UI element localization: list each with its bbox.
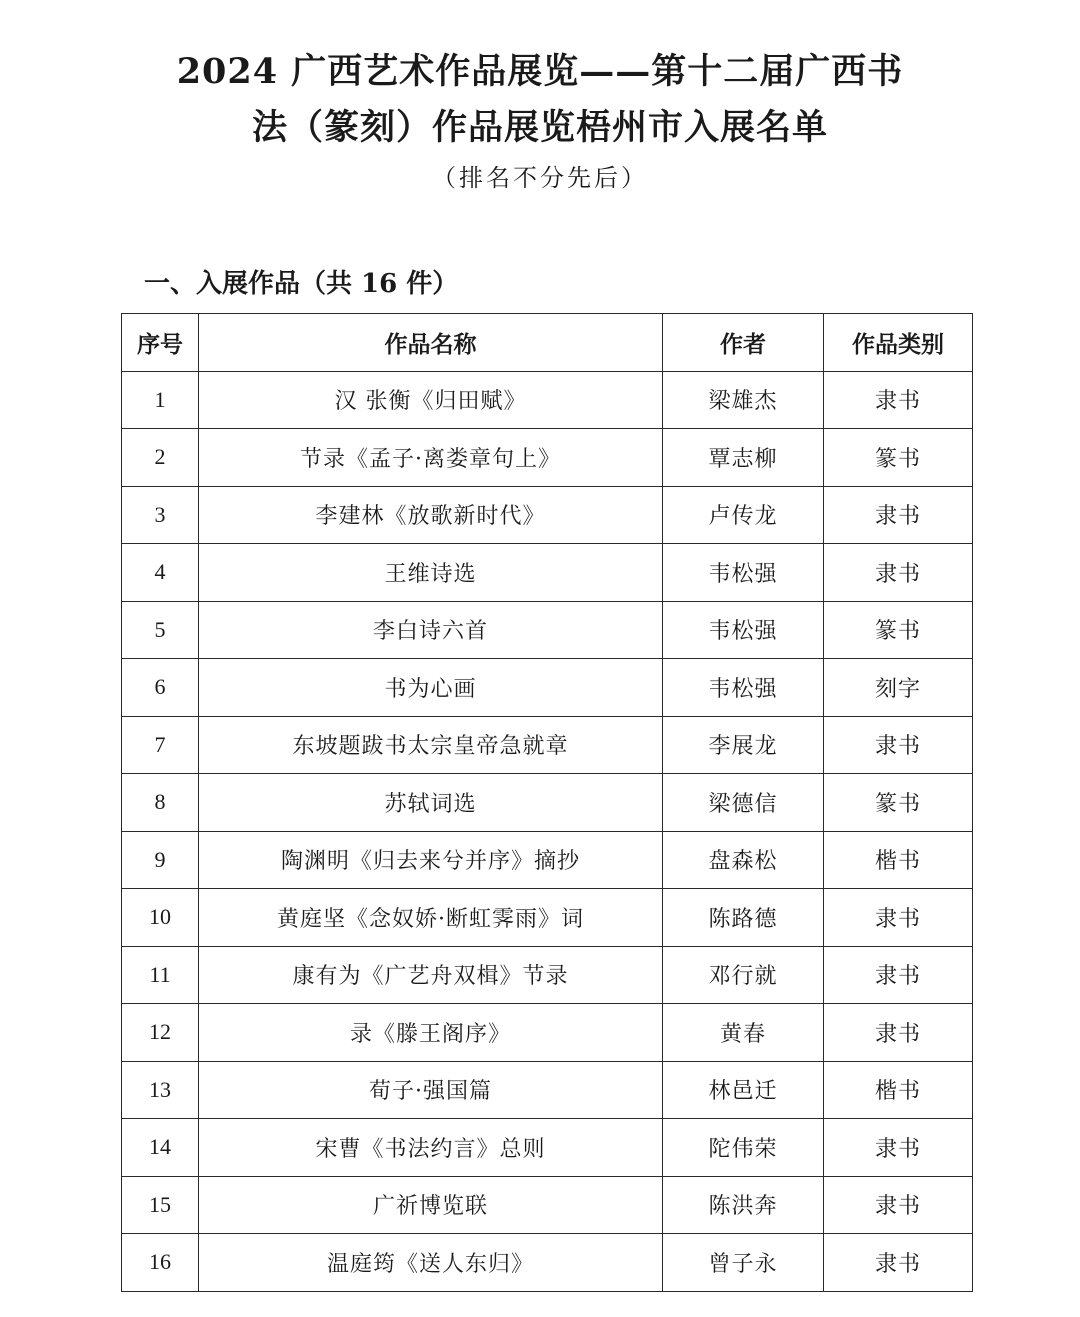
- cell-work: 汉 张衡《归田赋》: [199, 371, 663, 429]
- table-row: [122, 1176, 973, 1234]
- cell-work: 荀子·强国篇: [199, 1061, 663, 1119]
- table-row: [122, 1119, 973, 1177]
- cell-index: 11: [122, 946, 199, 1004]
- cell-work: 广祈博览联: [199, 1176, 663, 1234]
- cell-author: 李展龙: [663, 716, 824, 774]
- table-row: [122, 371, 973, 429]
- cell-index: 5: [122, 601, 199, 659]
- cell-work: 黄庭坚《念奴娇·断虹霁雨》词: [199, 889, 663, 947]
- table-row: [122, 946, 973, 1004]
- document-title-line-2: 法（篆刻）作品展览梧州市入展名单: [251, 107, 828, 148]
- cell-index: 3: [122, 486, 199, 544]
- cell-author: 陀伟荣: [663, 1119, 824, 1177]
- table-row: [122, 1004, 973, 1062]
- cell-author: 覃志柳: [663, 429, 824, 487]
- cell-author: 盘森松: [663, 831, 824, 889]
- table-row: [122, 774, 973, 832]
- table-row: [122, 544, 973, 602]
- cell-index: 14: [122, 1119, 199, 1177]
- cell-category: 隶书: [824, 1004, 973, 1062]
- header-index: 序号: [122, 314, 199, 372]
- cell-author: 梁德信: [663, 774, 824, 832]
- cell-index: 9: [122, 831, 199, 889]
- cell-category: 隶书: [824, 1234, 973, 1292]
- document-title-line-1: 2024 广西艺术作品展览——第十二届广西书: [176, 51, 904, 92]
- cell-index: 13: [122, 1061, 199, 1119]
- cell-work: 苏轼词选: [199, 774, 663, 832]
- cell-category: 隶书: [824, 889, 973, 947]
- table-row: [122, 1061, 973, 1119]
- cell-index: 10: [122, 889, 199, 947]
- cell-author: 林邑迁: [663, 1061, 824, 1119]
- header-category: 作品类别: [824, 314, 973, 372]
- table-row: [122, 429, 973, 487]
- table-header-row: [122, 314, 973, 372]
- works-table: [121, 313, 973, 1292]
- cell-author: 陈洪奔: [663, 1176, 824, 1234]
- section-heading: 一、入展作品（共 16 件）: [144, 269, 459, 299]
- cell-author: 曾子永: [663, 1234, 824, 1292]
- cell-author: 邓行就: [663, 946, 824, 1004]
- cell-author: 韦松强: [663, 659, 824, 717]
- cell-author: 梁雄杰: [663, 371, 824, 429]
- cell-work: 宋曹《书法约言》总则: [199, 1119, 663, 1177]
- cell-work: 录《滕王阁序》: [199, 1004, 663, 1062]
- cell-category: 隶书: [824, 486, 973, 544]
- cell-work: 王维诗选: [199, 544, 663, 602]
- table-row: [122, 831, 973, 889]
- cell-index: 4: [122, 544, 199, 602]
- table-row: [122, 601, 973, 659]
- cell-work: 书为心画: [199, 659, 663, 717]
- header-author: 作者: [663, 314, 824, 372]
- cell-index: 6: [122, 659, 199, 717]
- cell-index: 7: [122, 716, 199, 774]
- cell-category: 刻字: [824, 659, 973, 717]
- cell-index: 16: [122, 1234, 199, 1292]
- cell-category: 篆书: [824, 774, 973, 832]
- cell-work: 李白诗六首: [199, 601, 663, 659]
- cell-author: 韦松强: [663, 601, 824, 659]
- cell-author: 陈路德: [663, 889, 824, 947]
- cell-work: 陶渊明《归去来兮并序》摘抄: [199, 831, 663, 889]
- cell-index: 12: [122, 1004, 199, 1062]
- cell-author: 卢传龙: [663, 486, 824, 544]
- table-row: [122, 1234, 973, 1292]
- cell-work: 李建林《放歌新时代》: [199, 486, 663, 544]
- cell-category: 篆书: [824, 429, 973, 487]
- table-row: [122, 659, 973, 717]
- table-row: [122, 716, 973, 774]
- cell-category: 楷书: [824, 831, 973, 889]
- cell-category: 隶书: [824, 544, 973, 602]
- document-subtitle: （排名不分先后）: [432, 164, 648, 192]
- cell-category: 隶书: [824, 946, 973, 1004]
- cell-work: 节录《孟子·离娄章句上》: [199, 429, 663, 487]
- cell-index: 1: [122, 371, 199, 429]
- cell-category: 隶书: [824, 371, 973, 429]
- cell-index: 8: [122, 774, 199, 832]
- cell-category: 隶书: [824, 1119, 973, 1177]
- table-row: [122, 889, 973, 947]
- cell-author: 韦松强: [663, 544, 824, 602]
- cell-index: 15: [122, 1176, 199, 1234]
- cell-index: 2: [122, 429, 199, 487]
- table-row: [122, 486, 973, 544]
- cell-category: 隶书: [824, 716, 973, 774]
- header-work: 作品名称: [199, 314, 663, 372]
- cell-category: 楷书: [824, 1061, 973, 1119]
- cell-category: 篆书: [824, 601, 973, 659]
- cell-category: 隶书: [824, 1176, 973, 1234]
- cell-work: 温庭筠《送人东归》: [199, 1234, 663, 1292]
- cell-author: 黄春: [663, 1004, 824, 1062]
- cell-work: 东坡题跋书太宗皇帝急就章: [199, 716, 663, 774]
- cell-work: 康有为《广艺舟双楫》节录: [199, 946, 663, 1004]
